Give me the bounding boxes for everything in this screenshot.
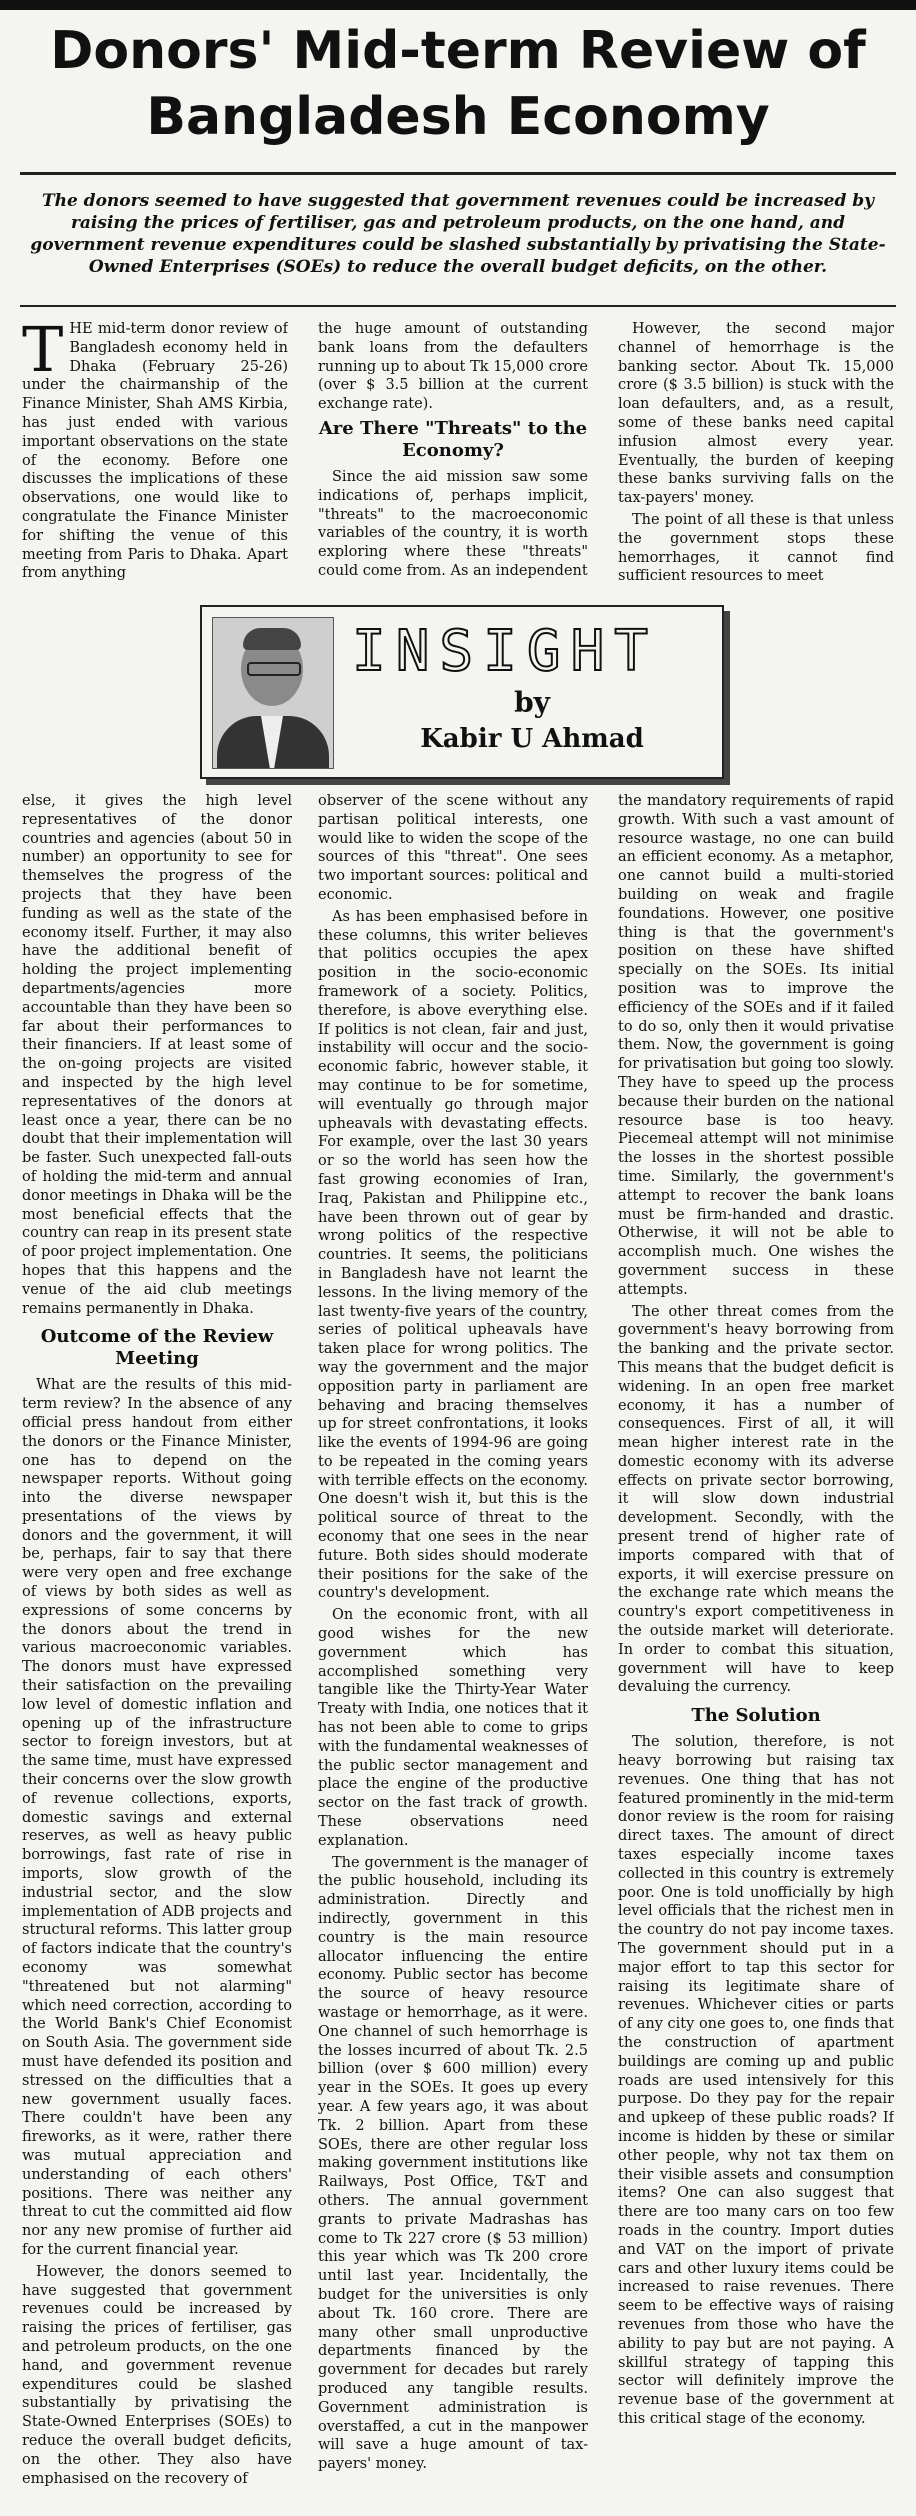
dropcap: T [22,320,64,386]
paragraph: observer of the scene without any partisan political interests, one would like to widen the scope of the sources of this "threat". One sees two important sources: political and economic. [318,793,588,903]
top-border [0,0,916,10]
subheading-solution: The Solution [691,1705,821,1727]
column-title: INSIGHT [352,619,659,684]
bottom-column-2 [318,792,588,2507]
headline-rule [20,172,896,175]
paragraph: else, it gives the high level representatives of the donor countries and agencies (about 50 in number) an opportunity to see for themselves the progress of the projects that they have been funding as well as the state of the economy itself. Further, it may also have the additional benefit of holding the project implementing departments/agencies more accountable than they have been so far about their performances to their financiers. If at least some of the on-going projects are visited and inspected by the high level representatives of the donors at least once a year, there can be no doubt that their implementation will be faster. Such unexpected fall-outs of holding the mid-term and annual donor meetings in Dhaka will be the most beneficial effects that the country can reap in its present state of poor project implementation. One hopes that this happens and the venue of the aid club meetings remains permanently in Dhaka. [22,793,292,1317]
top-column-3 [618,320,894,600]
paragraph: The government is the manager of the public household, including its administration. Directly and indirectly, government in this country is the main resource allocator influencing the entire economy. Public sector has become the source of heavy resource wastage or hemorrhage, as it were. One channel of such hemorrhage is the losses incurred of about Tk. 2.5 billion (over $ 600 million) every year in the SOEs. It goes up every year. A few years ago, it was about Tk. 2 billion. Apart from these SOEs, there are other regular loss making government institutions like Railways, Post Office, T&T and others. The annual government grants to private Madrashas has come to Tk 227 crore ($ 53 million) this year which was Tk 200 crore until last year. Incidentally, the budget for the universities is only about Tk. 160 crore. There are many other small unproductive departments financed by the government for decades but rarely produced any tangible results. Government administration is overstaffed, a cut in the manpower will save a huge amount of tax-payers' money. [318,1854,588,2473]
column-label-box [200,605,724,779]
subheading-outcome: Outcome of the Review Meeting [40,1326,274,1370]
bottom-column-1 [22,792,292,2507]
headline: Donors' Mid-term Review of Bangladesh Economy [50,21,866,147]
paragraph: However, the donors seemed to have suggested that government revenues could be increased by raising the prices of fertiliser, gas and petroleum products, on the one hand, and government revenue expenditures could be slashed substantially by privatising the State-Owned Enterprises (SOEs) to reduce the overall budget deficits, on the other. They also have emphasised on the recovery of [22,2263,292,2487]
paragraph: HE mid-term donor review of Bangladesh economy held in Dhaka (February 25-26) under the chairmanship of the Finance Minister, Shah AMS Kirbia, has just ended with various important observations on the state of the economy. Before one discusses the implications of these observations, one would like to congratulate the Finance Minister for shifting the venue of this meeting from Paris to Dhaka. Apart from anything [22,321,288,582]
paragraph: The solution, therefore, is not heavy borrowing but raising tax revenues. One thing that has not featured prominently in the mid-term donor review is the room for raising direct taxes. The amount of direct taxes especially income taxes collected in this country is extremely poor. One is told unofficially by high level officials that the richest men in the country do not pay income taxes. The government should put in a major effort to tap this sector for raising its legitimate share of revenues. Whichever cities or parts of any city one goes to, one finds that the construction of apartment buildings are coming up and public roads are used intensively for this purpose. Do they pay for the repair and upkeep of these public roads? If income is hidden by these or similar other people, why not tax them on their visible assets and consumption items? One can also suggest that there are too many cars on too few roads in the country. Import duties and VAT on the import of private cars and other luxury items could be increased to raise revenues. There seem to be effective ways of raising revenues from those who have the ability to pay but are not paying. A skillful strategy of tapping this sector will definitely improve the revenue base of the government at this critical stage of the economy. [618,1734,894,2427]
paragraph: The point of all these is that unless the government stops these hemorrhages, it cannot find sufficient resources to meet [618,511,894,585]
paragraph: the mandatory requirements of rapid growth. With such a vast amount of resource wastage, no one can build an efficient economy. As a metaphor, one cannot build a multi-storied building on weak and fragile foundations. However, one positive thing is that the government's position on these have shifted specially on the SOEs. Its initial position was to improve the efficiency of the SOEs and if it failed to do so, only then it would privatise them. Now, the government is going for privatisation but going too slowly. They have to speed up the process because their burden on the national resource base is too heavy. Piecemeal attempt will not minimise the losses in the shortest possible time. Similarly, the government's attempt to recover the bank loans must be firm-handed and drastic. Otherwise, it will not be able to accomplish much. One wishes the government success in these attempts. [618,793,894,1298]
article-deck: The donors seemed to have suggested that government revenues could be increased by raising the prices of fertiliser, gas and petroleum products, on the one hand, and government revenue expenditures could be slashed substantially by privatising the State-Owned Enterprises (SOEs) to reduce the overall budget deficits, on the other. [30,191,886,277]
subheading-threats: Are There "Threats" to the Economy? [318,417,588,461]
author-name: Kabir U Ahmad [420,724,644,754]
bottom-column-3 [618,792,894,2507]
paragraph: As has been emphasised before in these columns, this writer believes that politics occupies the apex position in the socio-economic framework of a society. Politics, therefore, is above everything else. If politics is not clean, fair and just, instability will occur and the socio-economic fabric, however stable, it may continue to be for sometime, will eventually go through major upheavals with devastating effects. For example, over the last 30 years or so the world has seen how the fast growing economies of Iran, Iraq, Pakistan and Philippine etc., have been thrown out of gear by wrong politics of the respective countries. It seems, the politicians in Bangladesh have not learnt the lessons. In the living memory of the last twenty-five years of the country, series of political upheavals have taken place for wrong politics. The way the government and the major opposition party in parliament are behaving and bracing themselves up for street confrontations, it looks like the events of 1994-96 are going to be repeated in the coming years with terrible effects on the economy. One doesn't wish it, but this is the political source of threat to the economy that one sees in the near future. Both sides should moderate their positions for the sake of the country's development. [318,908,588,1602]
paragraph: Since the aid mission saw some indications of, perhaps implicit, "threats" to the macroeconomic variables of the country, it is worth exploring where these "threats" could come from. As an independent [318,468,588,579]
paragraph: The other threat comes from the government's heavy borrowing from the banking and the private sector. This means that the budget deficit is widening. In an open free market economy, it has a number of consequences. First of all, it will mean higher interest rate in the domestic economy with its adverse effects on private sector borrowing, it will slow down industrial development. Secondly, with the present trend of higher rate of imports compared with that of exports, it will exercise pressure on the exchange rate which means the country's export competitiveness in the outside market will deteriorate. In order to combat this situation, government will have to keep devaluing the currency. [618,1303,894,1696]
paragraph: On the economic front, with all good wishes for the new government which has accomplished something very tangible like the Thirty-Year Water Treaty with India, one notices that it has not been able to come to grips with the fundamental weaknesses of the public sector management and place the engine of the productive sector on the fast track of growth. These observations need explanation. [318,1607,588,1849]
deck-rule [20,305,896,307]
author-photo [212,617,334,769]
byline-by: by [514,686,550,719]
paragraph: However, the second major channel of hemorrhage is the banking sector. About Tk. 15,000 crore ($ 3.5 billion) is stuck with the loan defaulters, and, as a result, some of these banks need capital infusion almost every year. Eventually, the burden of keeping these banks surviving falls on the tax-payers' money. [618,321,894,507]
top-column-2 [318,320,588,600]
paragraph: What are the results of this mid-term review? In the absence of any official press handout from either the donors or the Finance Minister, one has to depend on the newspaper reports. Without going into the diverse newspaper presentations of the views by donors and the government, it will be, perhaps, fair to say that there were very open and free exchange of views by both sides as well as expressions of some concerns by the donors about the trend in various macroeconomic variables. The donors must have expressed their satisfaction on the prevailing low level of domestic inflation and opening up of the infrastructure sector to foreign investors, but at the same time, must have expressed their concerns over the slow growth of revenue collections, exports, domestic savings and external reserves, as well as heavy public borrowings, fast rate of rise in imports, slow growth of the industrial sector, and the slow implementation of ADB projects and structural reforms. This latter group of factors indicate that the country's economy was somewhat "threatened but not alarming" which need correction, according to the World Bank's Chief Economist on South Asia. The government side must have defended its position and stressed on the difficulties that a new government usually faces. There couldn't have been any fireworks, as it were, rather there was mutual appreciation and understanding of each others' positions. There was neither any threat to cut the committed aid flow nor any new promise of further aid for the current financial year. [22,1377,292,2258]
top-column-1 [22,320,288,600]
paragraph: the huge amount of outstanding bank loans from the defaulters running up to about Tk 15,000 crore (over $ 3.5 billion at the current exchange rate). [318,321,588,413]
